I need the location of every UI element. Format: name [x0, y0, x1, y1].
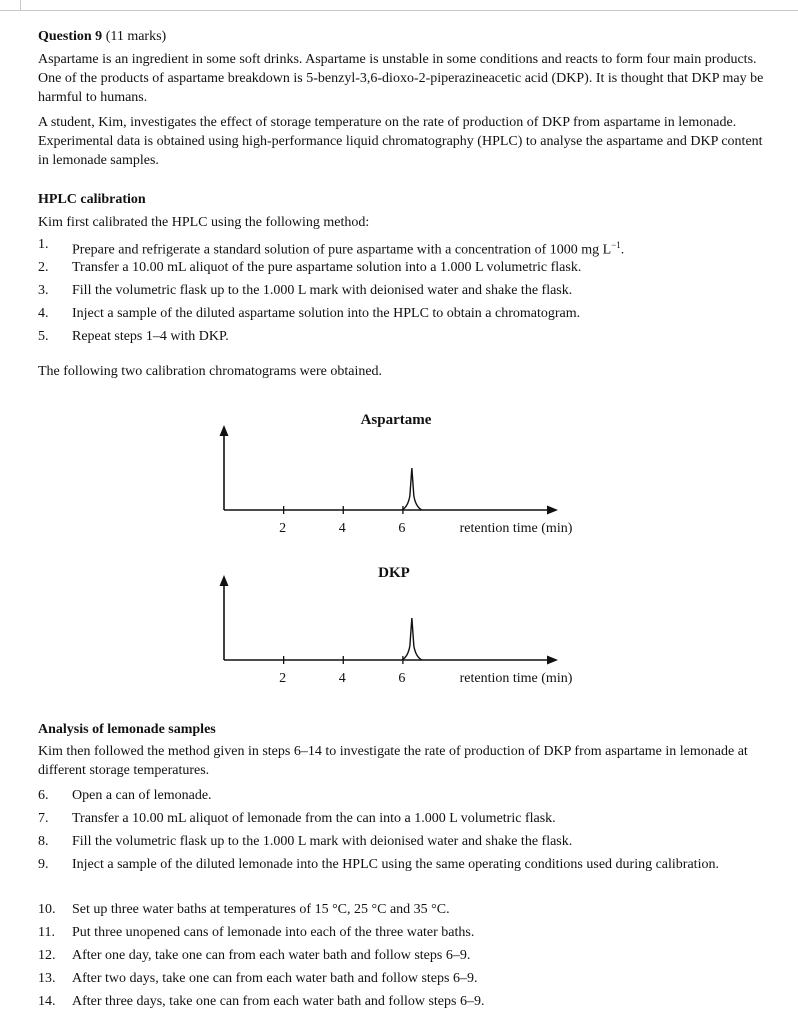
calibration-heading: HPLC calibration [38, 192, 146, 207]
chromatogram-peak [402, 618, 422, 660]
question-heading [38, 27, 166, 46]
page-frame-corner [0, 0, 21, 10]
step-number: 9. [38, 857, 49, 872]
y-axis-arrowhead [220, 425, 229, 436]
y-axis-arrowhead [220, 575, 229, 586]
step-text: Set up three water baths at temperatures of 15 °C, 25 °C and 35 °C. [72, 902, 450, 917]
list-item [38, 328, 768, 351]
step-text: Transfer a 10.00 mL aliquot of the pure aspartame solution into a 1.000 L volumetric flask. [72, 260, 582, 275]
question-number: Question 9 [38, 29, 103, 44]
list-item [38, 259, 768, 282]
step-text-tail: . [620, 242, 625, 258]
step-text: Inject a sample of the diluted aspartame solution into the HPLC to obtain a chromatogram. [72, 306, 581, 321]
list-item [38, 305, 768, 328]
question-marks: (11 marks) [105, 29, 167, 44]
step-text: Transfer a 10.00 mL aliquot of lemonade from the can into a 1.000 L volumetric flask. [72, 811, 556, 826]
step-number: 8. [38, 834, 49, 849]
step-text: Fill the volumetric flask up to the 1.000 L mark with deionised water and shake the flask. [72, 283, 573, 298]
list-item [38, 856, 768, 901]
chart-title: DKP [378, 565, 410, 581]
list-item [38, 787, 768, 810]
step-text: After one day, take one can from each water bath and follow steps 6–9. [72, 948, 471, 963]
x-tick-label: 4 [338, 521, 346, 536]
step-text-main: Prepare and refrigerate a standard solution of pure aspartame with a concentration of 1000 mg L [72, 242, 612, 258]
step-number: 13. [38, 971, 56, 986]
step-number: 5. [38, 329, 49, 344]
list-item [38, 236, 768, 259]
list-item [38, 947, 768, 970]
analysis-steps [38, 787, 768, 1016]
step-text: After two days, take one can from each water bath and follow steps 6–9. [72, 971, 478, 986]
x-tick-label: 2 [279, 521, 287, 536]
analysis-lead: Kim then followed the method given in steps 6–14 to investigate the rate of production of DKP from aspartame in lemonade at different storage temperatures. [38, 744, 748, 778]
list-item [38, 924, 768, 947]
calibration-lead: Kim first calibrated the HPLC using the following method: [38, 215, 370, 230]
x-axis-label: retention time (min) [459, 521, 573, 536]
step-number: 4. [38, 306, 49, 321]
chromatogram-peak [402, 468, 422, 510]
intro-paragraph-2: A student, Kim, investigates the effect of storage temperature on the rate of production of DKP from aspartame in lemonade. Experimental data is obtained using high-performance liquid chromatography (HPLC) to analyse the aspartame and DKP content in lemonade samples. [38, 115, 763, 168]
step-number: 1. [38, 237, 49, 252]
step-number: 14. [38, 994, 56, 1009]
step-number: 6. [38, 788, 49, 803]
list-item [38, 993, 768, 1016]
step-text: Inject a sample of the diluted lemonade into the HPLC using the same operating conditions used during calibration. [72, 857, 719, 872]
page-frame-rule [0, 10, 798, 11]
aspartame-chromatogram [0, 400, 798, 540]
step-text: Put three unopened cans of lemonade into each of the three water baths. [72, 925, 475, 940]
x-axis-label: retention time (min) [459, 671, 573, 686]
x-tick-label: 4 [338, 671, 346, 686]
x-axis-arrowhead [547, 506, 558, 515]
intro-paragraph-1: Aspartame is an ingredient in some soft drinks. Aspartame is unstable in some conditions and reacts to form four main products. One of the products of aspartame breakdown is 5-benzyl-3,6-dioxo-2-piperazineacetic acid (DKP). It is thought that DKP may be harmful to humans. [38, 52, 764, 105]
x-tick-label: 2 [279, 671, 287, 686]
calibration-followup: The following two calibration chromatograms were obtained. [38, 364, 383, 379]
x-tick-label: 6 [398, 521, 406, 536]
step-number: 3. [38, 283, 49, 298]
analysis-heading: Analysis of lemonade samples [38, 722, 216, 737]
step-text: Open a can of lemonade. [72, 788, 212, 803]
step-number: 7. [38, 811, 49, 826]
step-number: 2. [38, 260, 49, 275]
step-number: 10. [38, 902, 56, 917]
list-item [38, 833, 768, 856]
list-item [38, 901, 768, 924]
x-tick-label: 6 [398, 671, 406, 686]
step-number: 12. [38, 948, 56, 963]
dkp-chromatogram [0, 550, 798, 690]
chart-title: Aspartame [360, 412, 432, 428]
step-text: After three days, take one can from each water bath and follow steps 6–9. [72, 994, 485, 1009]
step-unit-exponent: −1 [611, 240, 621, 250]
step-number: 11. [38, 925, 55, 940]
step-text: Fill the volumetric flask up to the 1.000 L mark with deionised water and shake the flask. [72, 834, 573, 849]
list-item [38, 810, 768, 833]
x-axis-arrowhead [547, 656, 558, 665]
step-text: Repeat steps 1–4 with DKP. [72, 329, 229, 344]
calibration-steps [38, 236, 768, 351]
list-item [38, 970, 768, 993]
step-text [72, 236, 768, 260]
list-item [38, 282, 768, 305]
